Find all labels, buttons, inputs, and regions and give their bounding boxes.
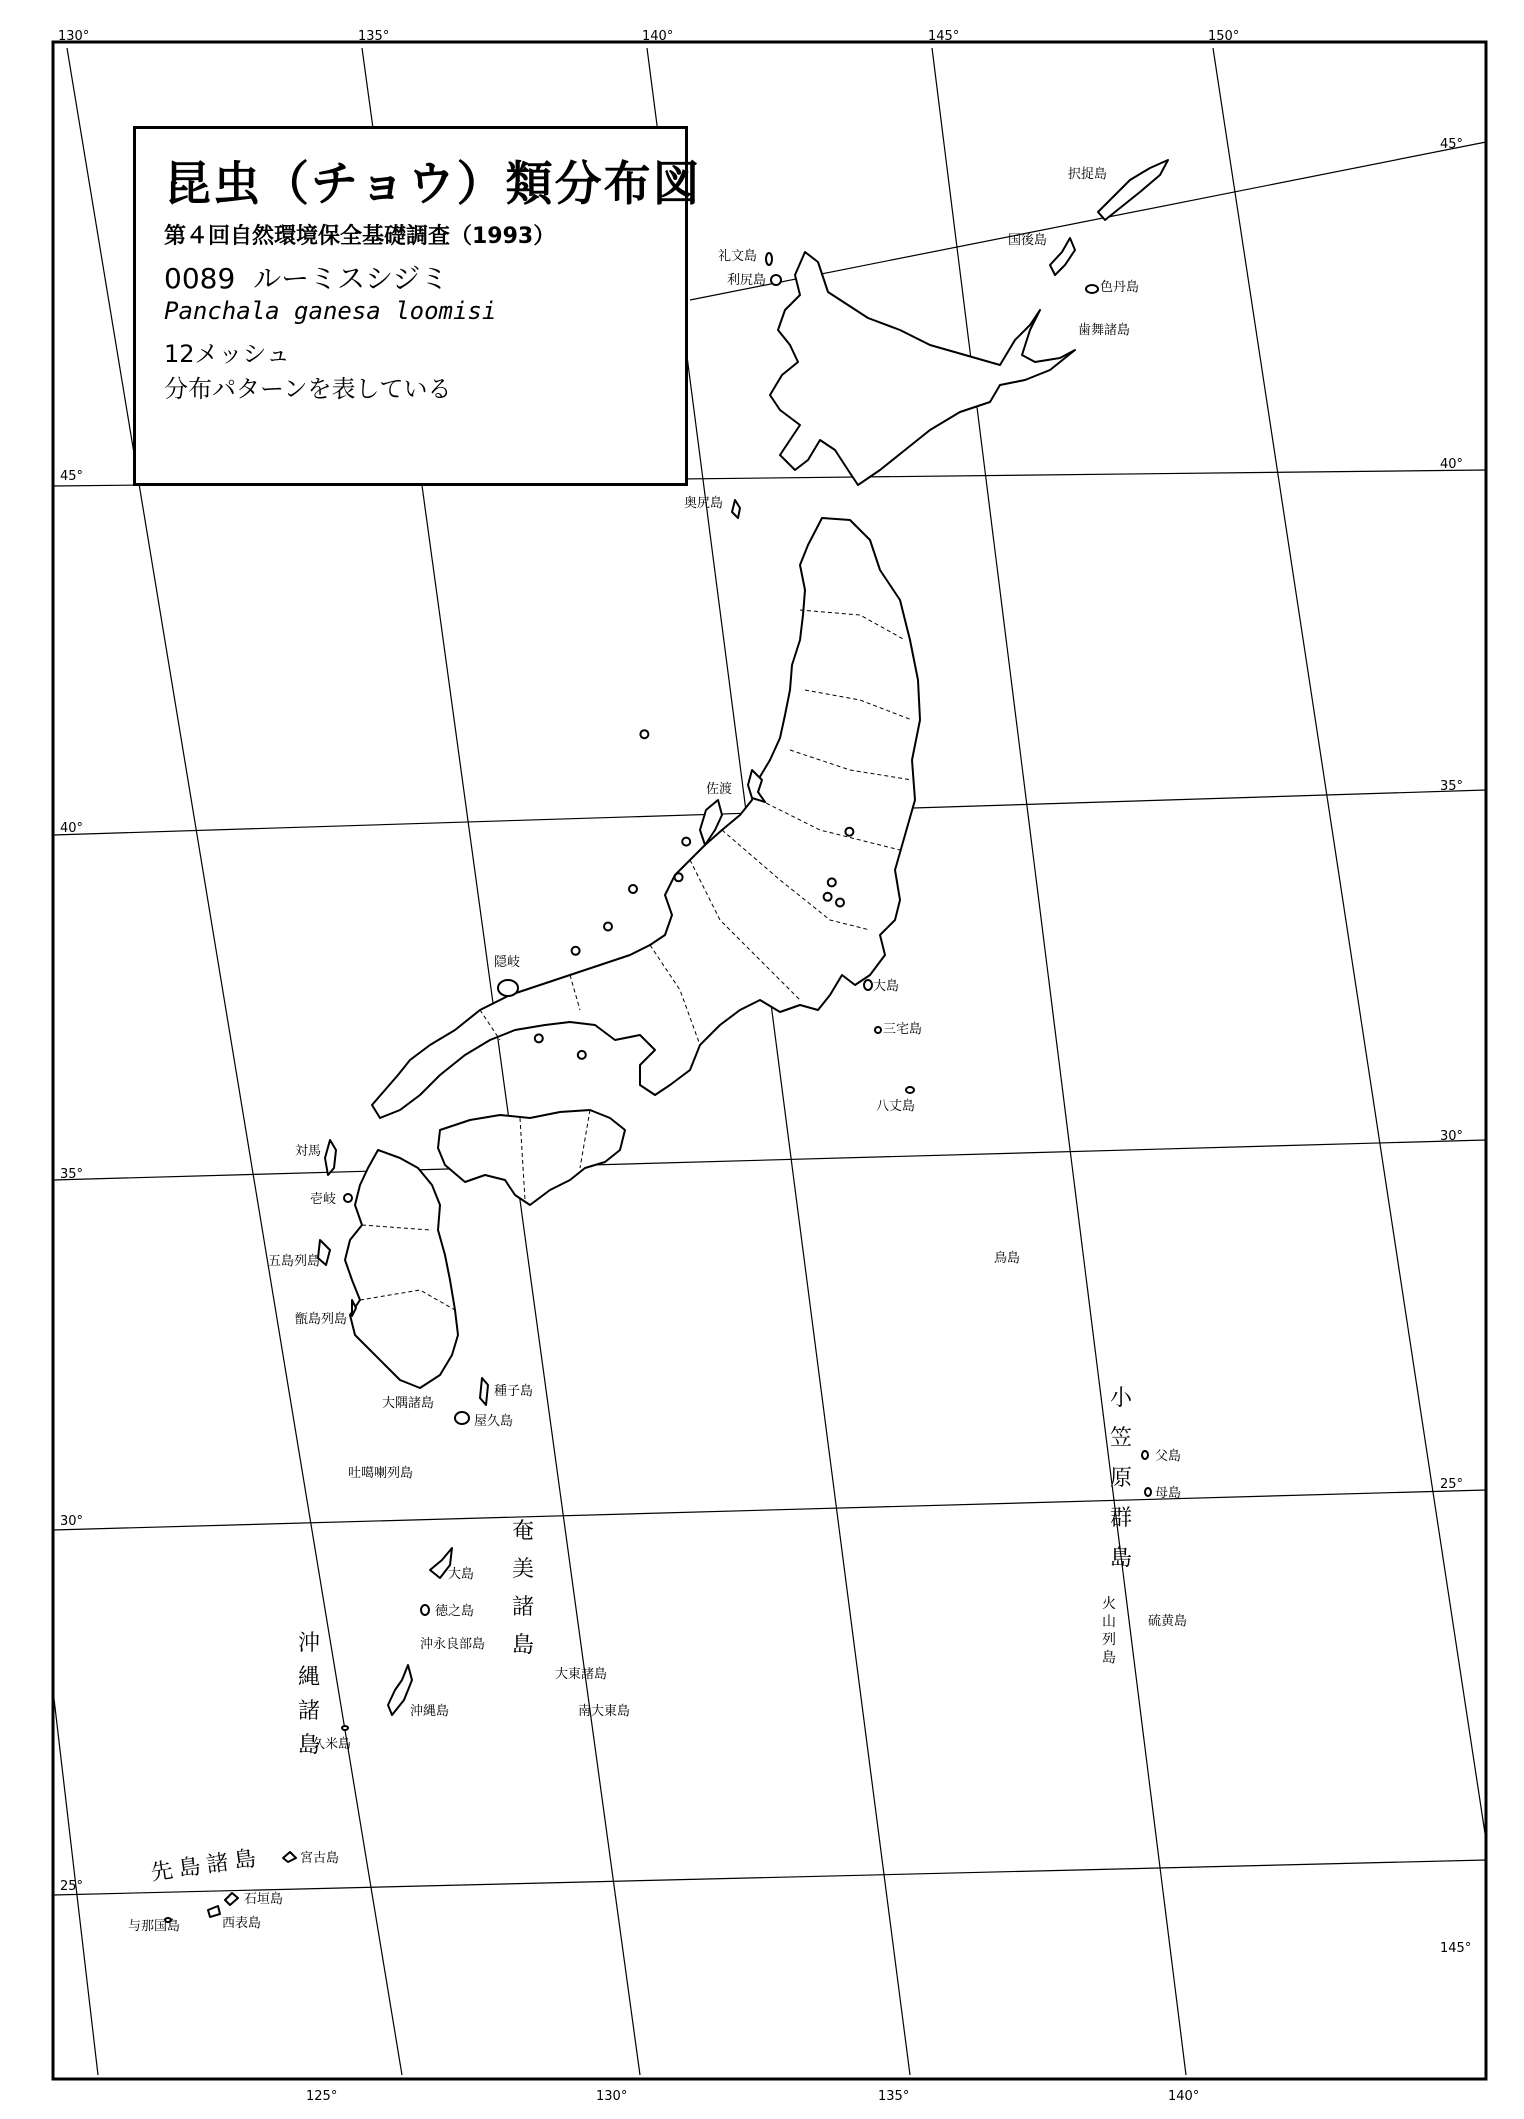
label-miyako: 宮古島 [300, 1851, 340, 1866]
pattern-note: 分布パターンを表している [164, 375, 452, 403]
label-kume: 久米島 [312, 1737, 352, 1752]
tick-right-30: 30° [1440, 1129, 1464, 1144]
etorofu-island [1098, 160, 1168, 220]
survey-label: 第４回自然環境保全基礎調査（1993） [164, 224, 556, 249]
label-sakishima-group: 先島諸島 [149, 1845, 264, 1886]
label-daito: 大東諸島 [555, 1667, 608, 1682]
tick-left-35: 35° [60, 1167, 84, 1182]
record-marker [640, 730, 648, 738]
map-title: 昆虫（チョウ）類分布図 [164, 157, 702, 212]
oki-island [498, 980, 518, 996]
label-amami-oshima: 大島 [448, 1567, 475, 1582]
tick-bottom-135: 135° [878, 2089, 910, 2104]
tick-bottom-130: 130° [596, 2089, 628, 2104]
miyake-island [875, 1027, 881, 1033]
label-yonaguni: 与那国島 [128, 1919, 181, 1934]
parallel-20 [53, 1860, 1486, 1895]
rebun-island [766, 253, 772, 265]
tick-left-45: 45° [60, 469, 84, 484]
tick-top-145: 145° [928, 29, 960, 44]
shikotan-island [1086, 285, 1098, 293]
record-marker [578, 1051, 586, 1059]
tanegashima-island [480, 1378, 488, 1405]
hahajima-island [1145, 1488, 1151, 1496]
tick-top-140: 140° [642, 29, 674, 44]
tokunoshima-island [421, 1605, 429, 1615]
meridian-150 [1213, 48, 1486, 1840]
label-kazan-group: 火山列島 [1102, 1596, 1116, 1666]
tick-left-25: 25° [60, 1879, 84, 1894]
record-marker [845, 828, 853, 836]
label-yakushima: 屋久島 [474, 1414, 514, 1429]
label-rishiri: 利尻島 [727, 273, 767, 288]
record-marker [535, 1034, 543, 1042]
label-iki: 壱岐 [310, 1192, 337, 1207]
okushiri-island [732, 500, 740, 518]
ishigaki-island [225, 1893, 238, 1905]
tick-left-40: 40° [60, 821, 84, 836]
parallel-30-left [53, 1140, 1486, 1180]
label-tsushima: 対馬 [295, 1144, 322, 1159]
record-marker [629, 885, 637, 893]
tick-bottom-140: 140° [1168, 2089, 1200, 2104]
mesh-count: 12メッシュ [164, 340, 291, 368]
hachijo-island [906, 1087, 914, 1093]
meridian-145 [932, 48, 1186, 2075]
record-marker [824, 893, 832, 901]
tick-top-130: 130° [58, 29, 90, 44]
hokkaido [770, 252, 1075, 485]
label-okinawa-group: 沖縄諸島 [298, 1631, 321, 1758]
tick-top-135: 135° [358, 29, 390, 44]
record-marker [572, 947, 580, 955]
label-habomai: 歯舞諸島 [1078, 323, 1131, 338]
record-marker [836, 899, 844, 907]
label-sado: 佐渡 [706, 782, 733, 797]
label-ishigaki: 石垣島 [244, 1892, 284, 1907]
species-name-ja: ルーミスシジミ [253, 262, 449, 295]
label-ogasawara-group: 小笠原群島 [1110, 1386, 1133, 1571]
label-iriomote: 西表島 [222, 1916, 262, 1931]
species-line [164, 257, 448, 297]
okinawa-island [388, 1665, 412, 1715]
label-minamidaito: 南大東島 [578, 1704, 631, 1719]
honshu [372, 518, 923, 1118]
rishiri-island [771, 275, 781, 285]
label-oshima: 大島 [873, 979, 900, 994]
record-marker [675, 873, 683, 881]
oshima-island [864, 980, 872, 990]
label-rebun: 礼文島 [718, 249, 758, 264]
label-hahajima: 母島 [1155, 1486, 1182, 1501]
tick-right-45: 45° [1440, 137, 1464, 152]
label-kunashiri: 国後島 [1008, 233, 1048, 248]
kume-island [342, 1726, 348, 1730]
label-osumi: 大隅諸島 [382, 1396, 435, 1411]
record-marker [828, 878, 836, 886]
chichijima-island [1142, 1451, 1148, 1459]
tick-right-35: 35° [1440, 779, 1464, 794]
miyako-island [283, 1852, 296, 1862]
label-miyake: 三宅島 [883, 1022, 923, 1037]
yakushima-island [455, 1412, 469, 1424]
label-tokunoshima: 徳之島 [435, 1604, 475, 1619]
tick-right-145: 145° [1440, 1941, 1472, 1956]
label-torishima: 鳥島 [994, 1251, 1021, 1266]
label-okinoerabu: 沖永良部島 [420, 1637, 486, 1652]
label-iwojima: 硫黄島 [1148, 1614, 1188, 1629]
record-marker [604, 923, 612, 931]
label-hachijo: 八丈島 [876, 1099, 916, 1114]
parallel-25-left [53, 1490, 1486, 1530]
tick-bottom-125: 125° [306, 2089, 338, 2104]
tsushima-island [325, 1140, 336, 1175]
tick-left-30: 30° [60, 1514, 84, 1529]
tick-right-25: 25° [1440, 1477, 1464, 1492]
iki-island [344, 1194, 352, 1202]
label-koshiki: 甑島列島 [295, 1312, 348, 1327]
kunashiri-island [1050, 238, 1075, 275]
label-goto: 五島列島 [268, 1254, 321, 1269]
label-chichijima: 父島 [1155, 1449, 1182, 1464]
label-okushiri: 奥尻島 [684, 496, 724, 511]
label-shikotan: 色丹島 [1100, 280, 1140, 295]
species-code: 0089 [164, 262, 236, 295]
label-tokara: 吐噶喇列島 [348, 1466, 414, 1481]
label-oki: 隠岐 [494, 955, 521, 970]
title-box [133, 126, 702, 486]
label-okinawa: 沖縄島 [410, 1704, 450, 1719]
record-marker [682, 838, 690, 846]
shikoku [438, 1110, 625, 1205]
species-name-sci: Panchala ganesa loomisi [164, 297, 497, 325]
tick-right-40: 40° [1440, 457, 1464, 472]
kyushu [345, 1150, 458, 1388]
label-amami-group: 奄美諸島 [512, 1519, 535, 1658]
iriomote-island [208, 1906, 220, 1917]
label-etorofu: 択捉島 [1068, 167, 1108, 182]
tick-top-150: 150° [1208, 29, 1240, 44]
label-tanegashima: 種子島 [494, 1384, 534, 1399]
